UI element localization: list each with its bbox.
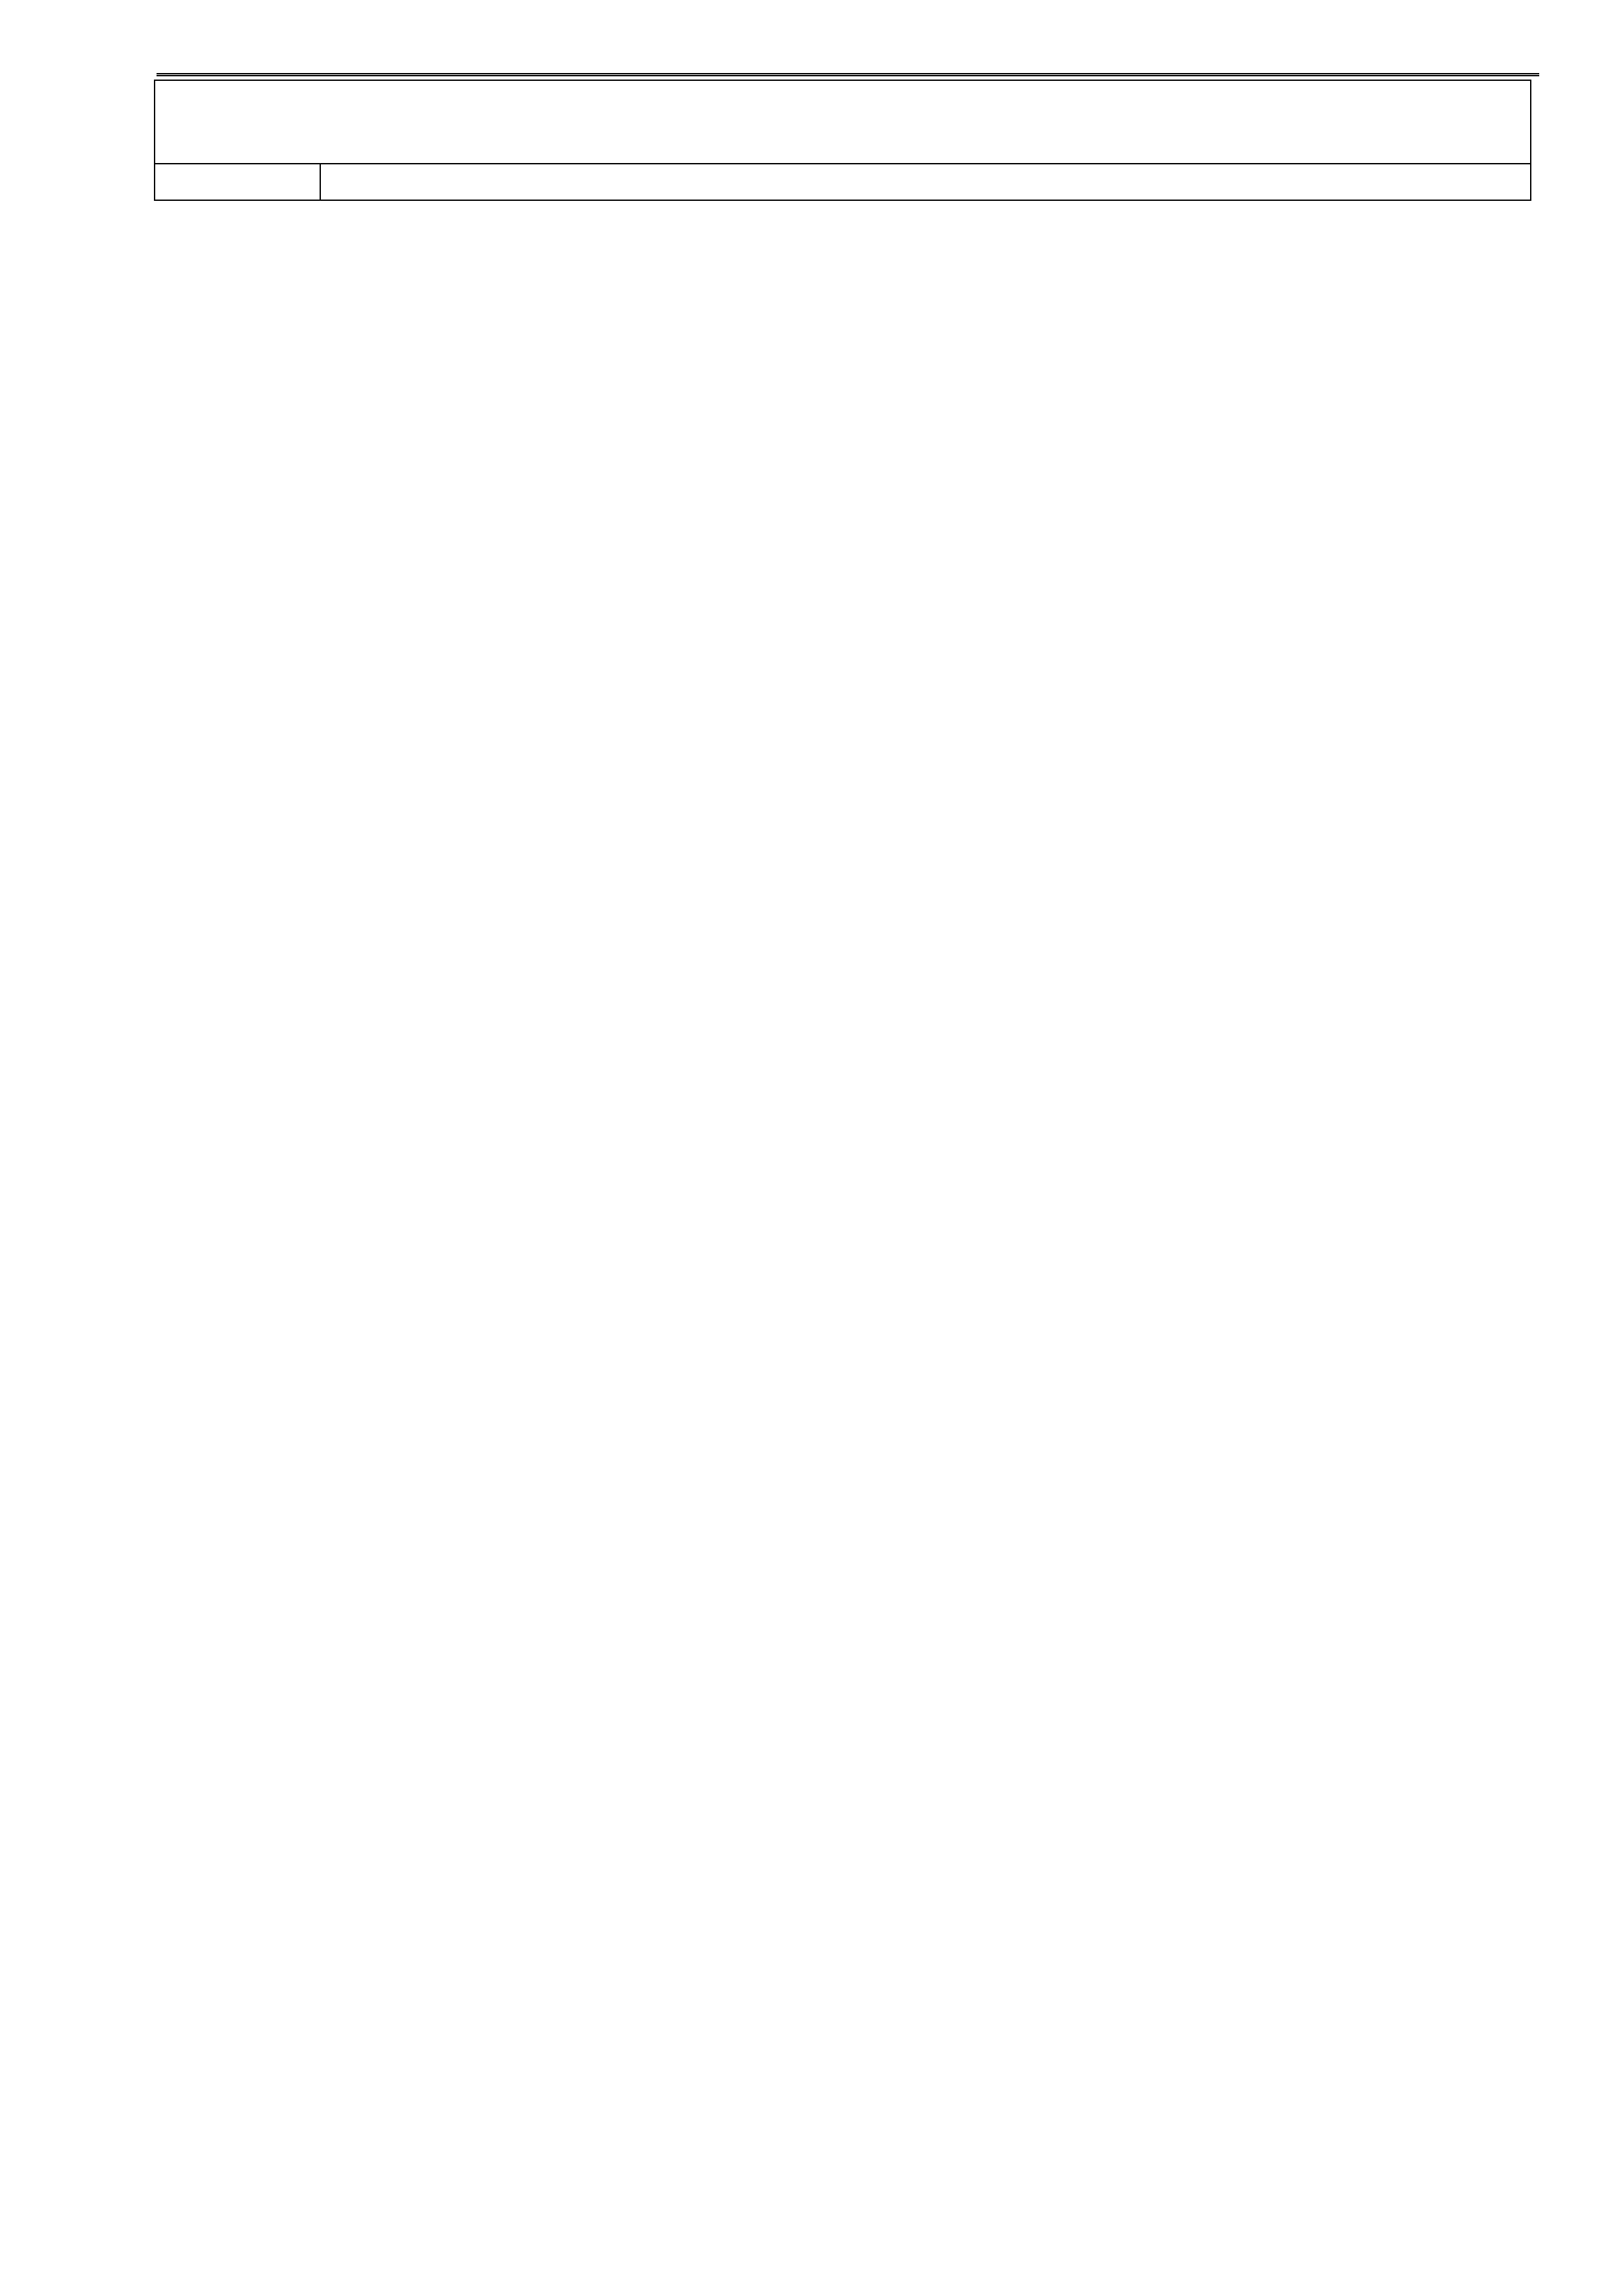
section-blank-cell [155, 164, 320, 200]
table-title [155, 80, 1531, 127]
price-table [154, 80, 1531, 201]
running-header [157, 39, 1539, 76]
measure-cell [155, 127, 1531, 164]
section-row [155, 164, 1531, 200]
measure-row [155, 127, 1531, 164]
table-006-heading [155, 80, 1531, 200]
section-title [320, 164, 1531, 200]
table-title-row [155, 80, 1531, 127]
